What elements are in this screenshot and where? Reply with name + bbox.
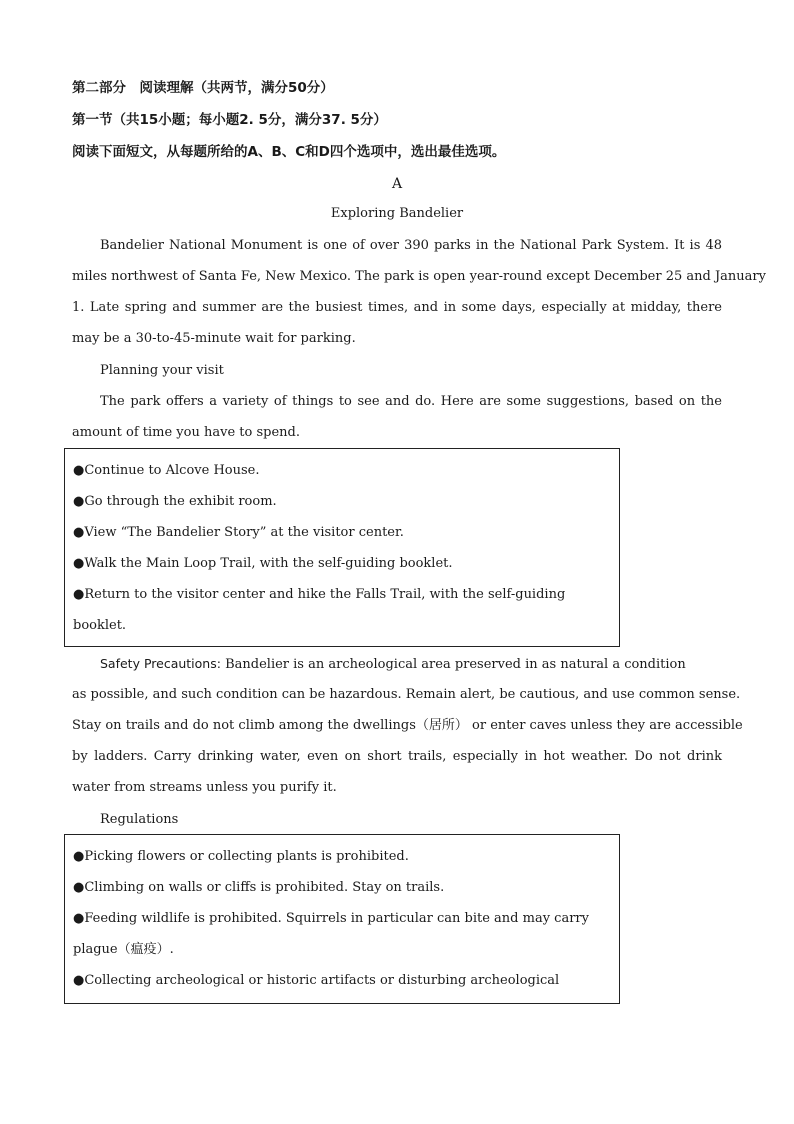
regulations-heading: Regulations — [100, 812, 179, 827]
part-title: 第二部分 阅读理解（共两节，满分50分） — [72, 80, 334, 96]
intro-line-4: may be a 30-to-45-minute wait for parking. — [72, 331, 356, 346]
regulation-item: ●Climbing on walls or cliffs is prohibited. Stay on trails. — [73, 880, 445, 895]
safety-first-line — [100, 656, 686, 673]
instructions: 阅读下面短文，从每题所给的A、B、C和D四个选项中，选出最佳选项。 — [72, 144, 506, 160]
intro-line-2: miles northwest of Santa Fe, New Mexico. The park is open year-round except December 25 and January — [72, 269, 766, 284]
suggestion-item: ●Continue to Alcove House. — [73, 463, 260, 478]
planning-heading: Planning your visit — [100, 363, 224, 378]
suggestion-item: ●Go through the exhibit room. — [73, 494, 277, 509]
suggestion-item: ●Walk the Main Loop Trail, with the self-guiding booklet. — [73, 556, 453, 571]
section-title: 第一节（共15小题；每小题2. 5分，满分37. 5分） — [72, 112, 387, 128]
suggestion-item: booklet. — [73, 618, 127, 633]
intro-line-3: 1. Late spring and summer are the busiest times, and in some days, especially at midday, there — [72, 300, 722, 315]
suggestions-box — [64, 448, 620, 647]
regulations-box — [64, 834, 620, 1004]
planning-line-1: The park offers a variety of things to see and do. Here are some suggestions, based on the — [100, 394, 722, 409]
regulation-item: ●Picking flowers or collecting plants is prohibited. — [73, 849, 409, 864]
safety-line-3: Stay on trails and do not climb among the dwellings（居所） or enter caves unless they are accessible — [72, 718, 743, 733]
regulation-item: ●Collecting archeological or historic artifacts or disturbing archeological — [73, 973, 560, 988]
regulation-item: plague（瘟疫）. — [73, 942, 174, 957]
passage-title: Exploring Bandelier — [330, 206, 464, 221]
regulation-item: ●Feeding wildlife is prohibited. Squirrels in particular can bite and may carry — [73, 911, 589, 926]
safety-label: Safety Precautions: — [100, 656, 221, 671]
suggestion-item: ●Return to the visitor center and hike the Falls Trail, with the self-guiding — [73, 587, 566, 602]
safety-line-2: as possible, and such condition can be hazardous. Remain alert, be cautious, and use common sense. — [72, 687, 741, 702]
planning-line-2: amount of time you have to spend. — [72, 425, 300, 440]
safety-line-4: by ladders. Carry drinking water, even on short trails, especially in hot weather. Do not drink — [72, 749, 722, 764]
passage-label: A — [391, 176, 403, 192]
intro-line-1: Bandelier National Monument is one of over 390 parks in the National Park System. It is 48 — [100, 238, 722, 253]
suggestion-item: ●View “The Bandelier Story” at the visitor center. — [73, 525, 404, 540]
safety-first-text: Bandelier is an archeological area preserved in as natural a condition — [220, 657, 686, 672]
safety-line-5: water from streams unless you purify it. — [72, 780, 337, 795]
